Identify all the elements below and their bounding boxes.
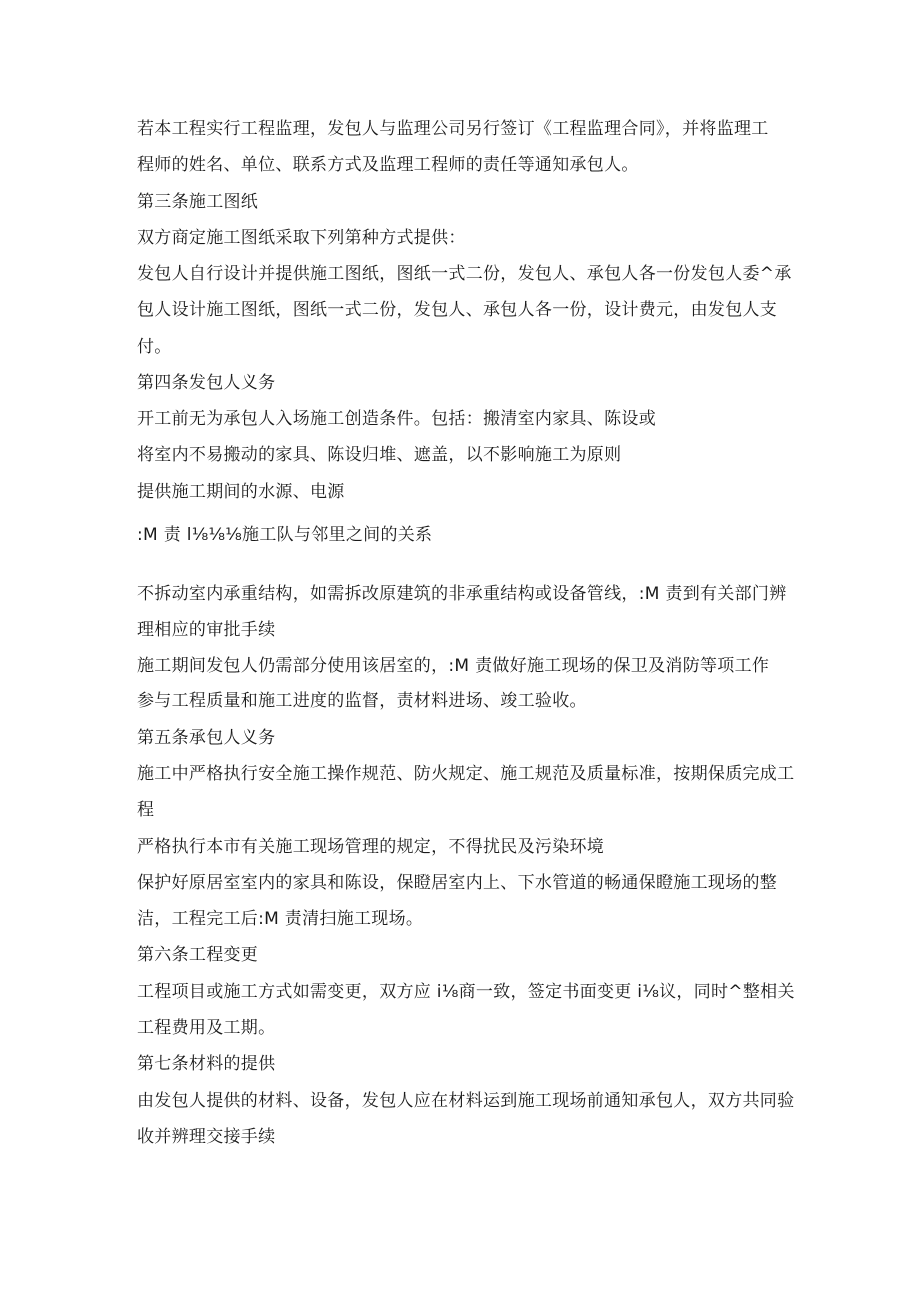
paragraph-line: 施工期间发包人仍需部分使用该居室的，:M 责做好施工现场的保卫及消防等项工作 <box>137 656 770 676</box>
paragraph-line: 不拆动室内承重结构，如需拆改原建筑的非承重结构或设备管线，:M 责到有关部门辨 <box>137 584 787 604</box>
paragraph-line: 若本工程实行工程监理，发包人与监理公司另行签订《工程监理合同》，并将监理工 <box>137 119 769 139</box>
paragraph-line: 收并辨理交接手续 <box>137 1127 276 1147</box>
paragraph-line: 施工中严格执行安全施工操作规范、防火规定、施工规范及质量标准，按期保质完成工 <box>137 764 795 784</box>
paragraph-line: 工程费用及工期。 <box>137 1018 276 1038</box>
paragraph-line: 付。 <box>137 337 172 357</box>
paragraph-line: 提供施工期间的水源、电源 <box>137 482 345 502</box>
paragraph-line: 开工前无为承包人入场施工创造条件。包括：搬清室内家具、陈设或 <box>137 409 656 429</box>
paragraph-line: 发包人自行设计并提供施工图纸，图纸一式二份，发包人、承包人各一份发包人委^承 <box>137 264 792 284</box>
paragraph-line: 参与工程质量和施工进度的监督，责材料进场、竣工验收。 <box>137 691 587 711</box>
paragraph-line: 包人设计施工图纸，图纸一式二份，发包人、承包人各一份，设计费元，由发包人支 <box>137 300 778 320</box>
section-heading: 第三条施工图纸 <box>137 192 259 212</box>
paragraph-line: 洁，工程完工后:M 责清扫施工现场。 <box>137 909 424 929</box>
paragraph-line: :M 责 l⅛⅛⅛施工队与邻里之间的关系 <box>137 525 433 545</box>
section-heading: 第六条工程变更 <box>137 945 259 965</box>
paragraph-line: 由发包人提供的材料、设备，发包人应在材料运到施工现场前通知承包人，双方共同验 <box>137 1091 795 1111</box>
paragraph-line: 双方商定施工图纸采取下列第种方式提供： <box>137 228 466 248</box>
paragraph-line: 严格执行本市有关施工现场管理的规定，不得扰民及污染环境 <box>137 837 605 857</box>
paragraph-line: 理相应的审批手续 <box>137 620 276 640</box>
section-heading: 第四条发包人义务 <box>137 373 276 393</box>
section-heading: 第七条材料的提供 <box>137 1054 276 1074</box>
section-heading: 第五条承包人义务 <box>137 728 276 748</box>
paragraph-line: 将室内不易搬动的家具、陈设归堆、遮盖，以不影响施工为原则 <box>137 445 622 465</box>
paragraph-line: 保护好原居室室内的家具和陈设，保瞪居室内上、下水管道的畅通保瞪施工现场的整 <box>137 873 778 893</box>
paragraph-line: 程师的姓名、单位、联系方式及监理工程师的责任等通知承包人。 <box>137 155 639 175</box>
paragraph-line: 程 <box>137 800 155 820</box>
paragraph-line: 工程项目或施工方式如需变更，双方应 i⅛商一致，签定书面变更 i⅛议，同时^整相关 <box>137 982 795 1002</box>
